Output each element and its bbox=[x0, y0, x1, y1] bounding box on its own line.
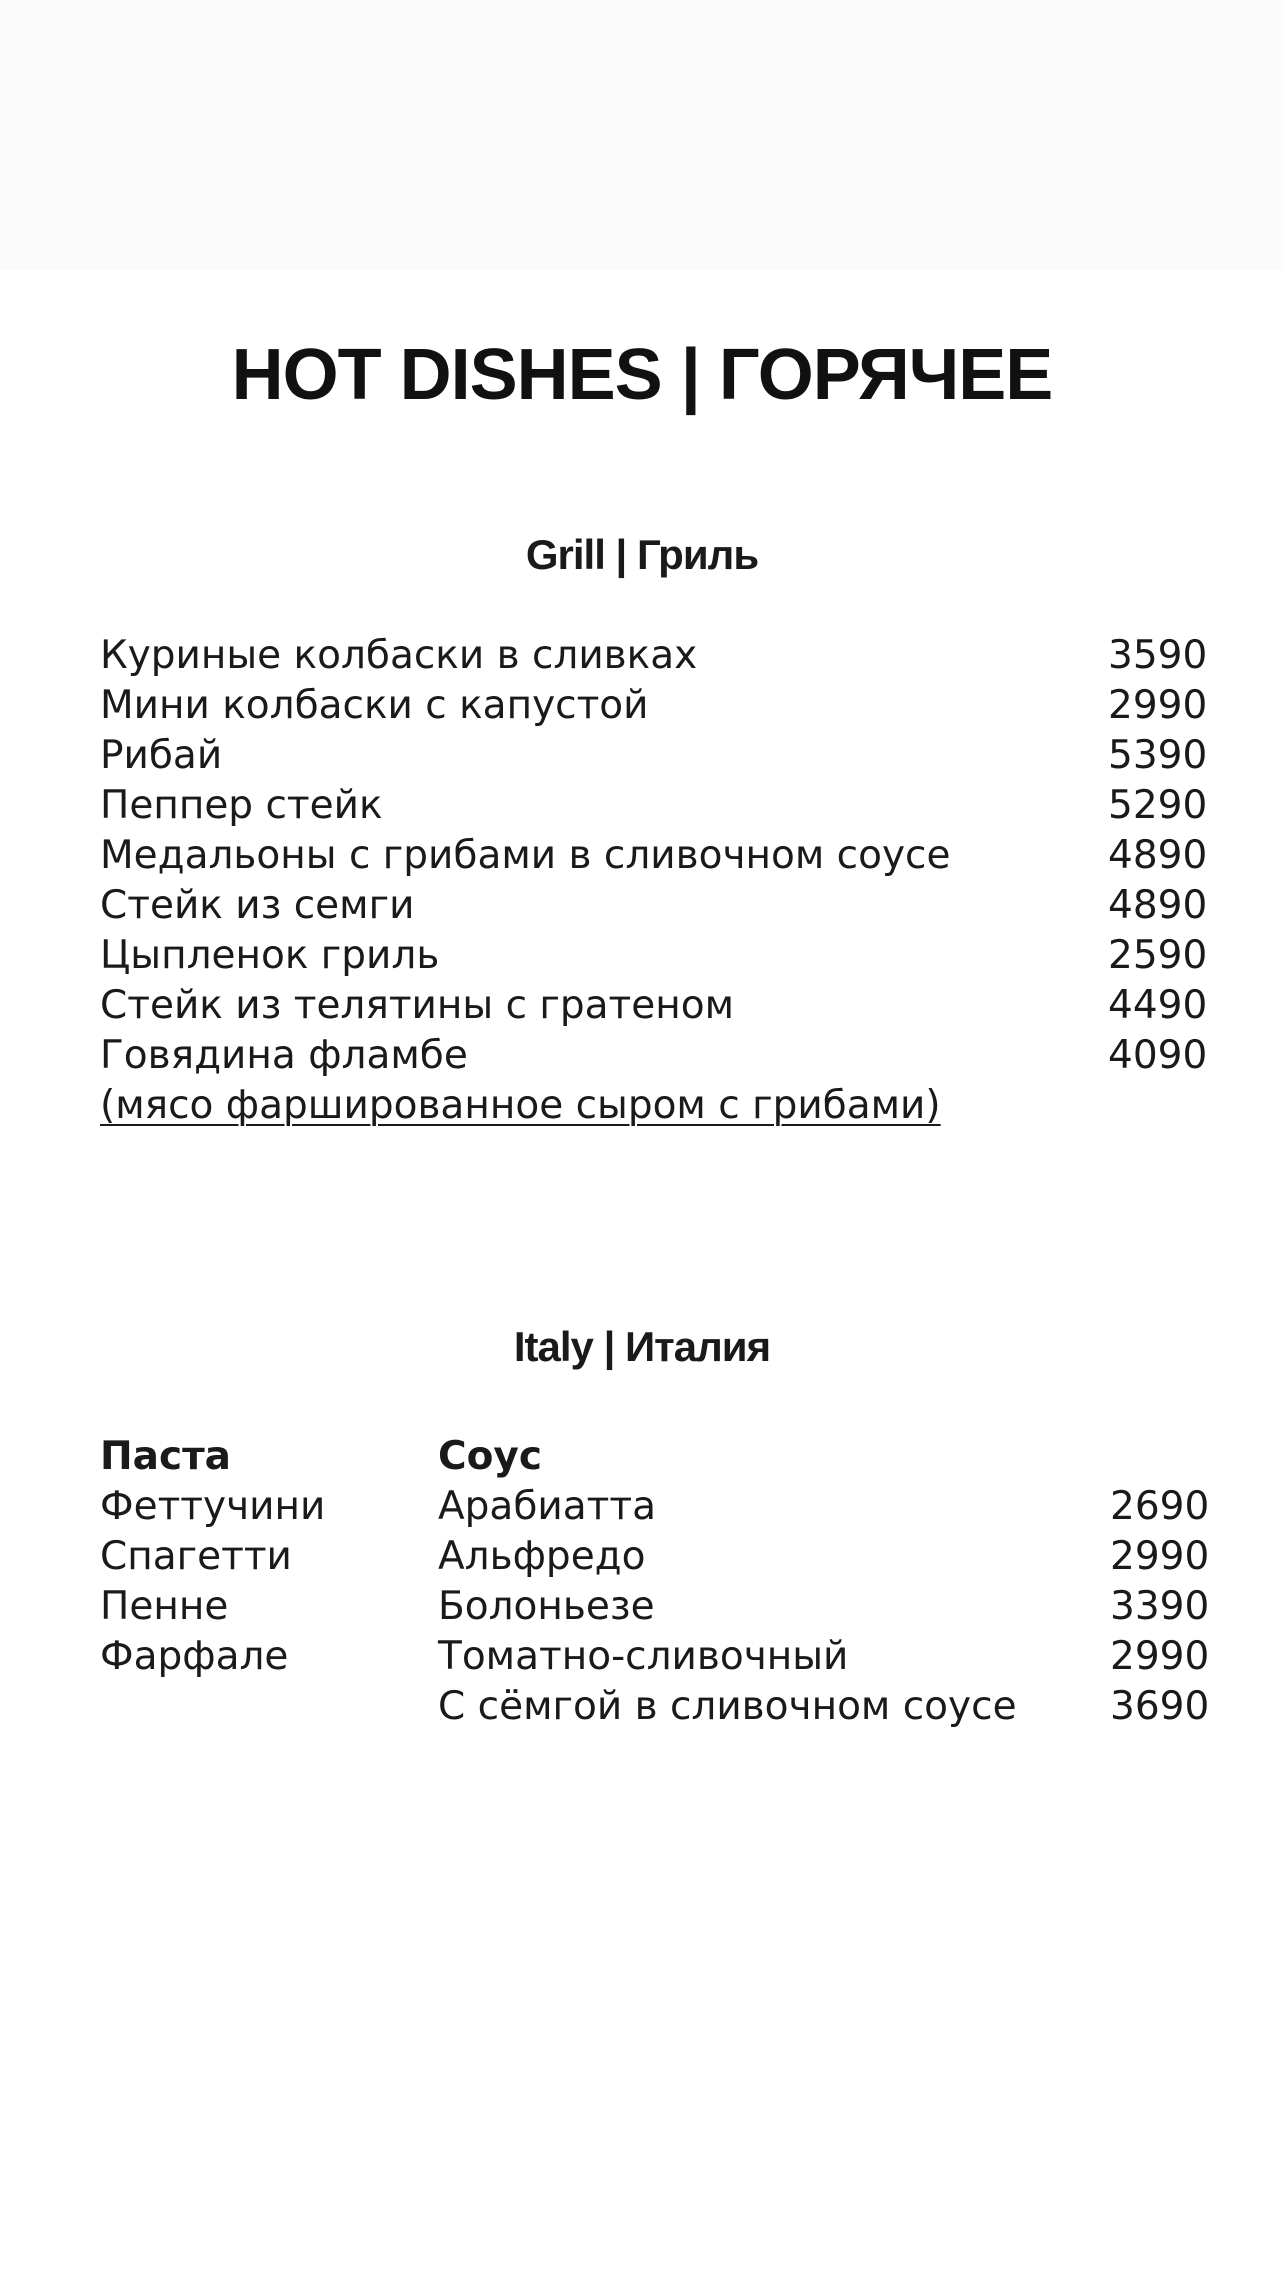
dish-price: 2590 bbox=[1108, 933, 1208, 978]
sauce-price: 2990 bbox=[1110, 1534, 1210, 1579]
dish-price: 2990 bbox=[1108, 683, 1208, 728]
sauce-column-header: Соус bbox=[438, 1434, 542, 1479]
dish-price: 5390 bbox=[1108, 733, 1208, 778]
dish-name: Медальоны с грибами в сливочном соусе bbox=[100, 833, 951, 878]
menu-item bbox=[100, 1031, 1208, 1081]
pasta-name: Феттучини bbox=[100, 1484, 326, 1529]
menu-item bbox=[100, 981, 1208, 1031]
menu-item bbox=[100, 681, 1208, 731]
dish-name: Куриные колбаски в сливках bbox=[100, 633, 698, 678]
dish-name: Стейк из телятины с гратеном bbox=[100, 983, 735, 1028]
menu-item bbox=[100, 731, 1208, 781]
dish-price: 4490 bbox=[1108, 983, 1208, 1028]
sauce-name: Болоньезе bbox=[438, 1584, 655, 1629]
sauce-name: Альфредо bbox=[438, 1534, 646, 1579]
dish-price: 3590 bbox=[1108, 633, 1208, 678]
dish-name: Стейк из семги bbox=[100, 883, 415, 928]
menu-item bbox=[100, 881, 1208, 931]
dish-price: 4890 bbox=[1108, 833, 1208, 878]
pasta-column-header: Паста bbox=[100, 1434, 231, 1479]
dish-price: 4090 bbox=[1108, 1033, 1208, 1078]
menu-item bbox=[100, 631, 1208, 681]
grill-menu-list bbox=[100, 631, 1208, 1081]
pasta-name: Пенне bbox=[100, 1584, 229, 1629]
sauce-name: Томатно-сливочный bbox=[438, 1634, 849, 1679]
dish-name: Цыпленок гриль bbox=[100, 933, 440, 978]
dish-price: 5290 bbox=[1108, 783, 1208, 828]
sauce-price: 3690 bbox=[1110, 1684, 1210, 1729]
section-title-grill: Grill | Гриль bbox=[525, 531, 759, 578]
menu-item bbox=[100, 831, 1208, 881]
dish-note: (мясо фаршированное сыром с грибами) bbox=[100, 1083, 941, 1128]
dish-name: Рибай bbox=[100, 733, 223, 778]
dish-name: Пеппер стейк bbox=[100, 783, 383, 828]
pasta-table bbox=[100, 1432, 1210, 1729]
dish-price: 4890 bbox=[1108, 883, 1208, 928]
pasta-name: Спагетти bbox=[100, 1534, 292, 1579]
page-title: HOT DISHES | ГОРЯЧЕЕ bbox=[231, 335, 1053, 415]
sauce-name: Арабиатта bbox=[438, 1484, 656, 1529]
sauce-price: 3390 bbox=[1110, 1584, 1210, 1629]
dish-name: Мини колбаски с капустой bbox=[100, 683, 649, 728]
sauce-price: 2990 bbox=[1110, 1634, 1210, 1679]
pasta-name: Фарфале bbox=[100, 1634, 289, 1679]
dish-name: Говядина фламбе bbox=[100, 1033, 468, 1078]
section-title-italy: Italy | Италия bbox=[513, 1323, 771, 1370]
sauce-price: 2690 bbox=[1110, 1484, 1210, 1529]
menu-item bbox=[100, 781, 1208, 831]
header-band bbox=[0, 0, 1284, 270]
sauce-name: С сёмгой в сливочном соусе bbox=[438, 1684, 1017, 1729]
menu-item bbox=[100, 931, 1208, 981]
